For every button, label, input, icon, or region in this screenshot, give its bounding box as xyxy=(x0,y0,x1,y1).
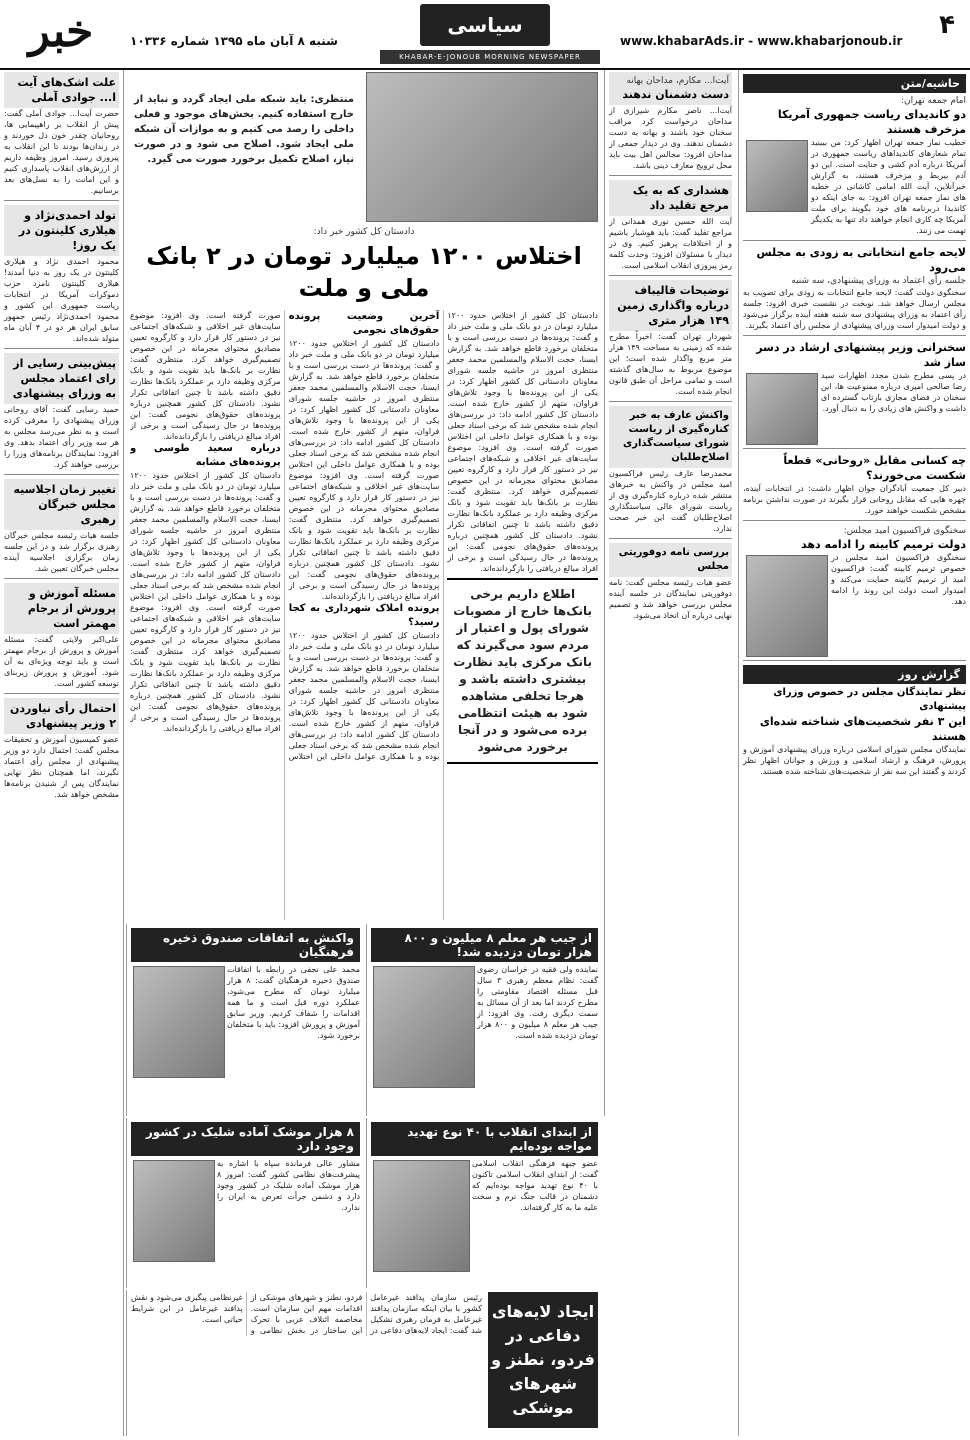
main-body-text: دادستان کل کشور از اختلاس حدود ۱۲۰۰ میلیارد تومان در دو بانک ملی و ملت خبر داد و گفت: پرونده‌ها در دست بررسی است و با متخلفان برخورد قاطع خواهد شد. به گزارش ایسنا، حجت الاسلام والمسلمین محمد جعفر منتظری امروز در حاشیه جلسه شورای معاونان دادستانی کل کشور اظهار کرد: در یکی از این پرونده‌ها با وجود تلاش‌های فراوان، متهم از کشور خارج شده است. دادستان کل کشور ادامه داد: در بررسی‌های انجام شده مشخص شد که برخی اسناد جعلی بوده و با همکاری عوامل داخلی این اختلاس صورت گرفته است. وی افزود: موضوع سایت‌های غیر اخلاقی و شبکه‌های اجتماعی نیز در دستور کار قرار دارد و کارگروه تعیین مصادیق محتوای مجرمانه در این خصوص تصمیم‌گیری خواهد کرد. منتظری گفت: نظارت بر بانک‌ها باید تقویت شود و بانک مرکزی وظیفه دارد بر عملکرد بانک‌ها نظارت دقیق داشته باشد تا چنین اتفاقاتی تکرار نشود. دادستان کل کشور همچنین درباره پرونده‌های حقوق‌های نجومی گفت: این پرونده‌ها در حال رسیدگی است و برخی از افراد مبالغ دریافتی را بازگردانده‌اند. xyxy=(447,311,598,573)
article-title: چه کسانی مقابل «روحانی» قطعاً شکست می‌خورند؟ xyxy=(783,454,966,482)
article-title: ۸ هزار موشک آماده شلیک در کشور وجود دارد xyxy=(131,1122,360,1156)
newspaper-logo: خبر xyxy=(28,6,94,57)
article-title: لایحه جامع انتخاباتی به زودی به مجلس می‌رود xyxy=(756,246,966,274)
second-column xyxy=(604,70,736,1116)
lower-article-defense xyxy=(126,1290,602,1436)
article-title: نظر نمایندگان مجلس در خصوص وزرای پیشنهادی xyxy=(773,687,966,712)
portrait-photo xyxy=(133,1160,215,1262)
portrait-photo xyxy=(746,373,818,445)
portrait-photo xyxy=(373,1160,470,1272)
article-title: دو کاندیدای ریاست جمهوری آمریکا مزخرف هستند xyxy=(777,108,966,136)
article-title: تولد احمدی‌نژاد و هیلاری کلینتون در یک روز! xyxy=(4,205,119,256)
article-body: سخنگوی فراکسیون امید مجلس در خصوص ترمیم کابینه گفت: فراکسیون امید از ترمیم کابینه حمایت می‌کند و امیدوار است دولت این روند را ادامه دهد. xyxy=(831,553,966,606)
article-body: دبیر کل جمعیت آبادگران جوان اظهار داشت: در انتخابات آینده، چهره هایی که مقابل روحانی قرار بگیرند در صورت نداشتن برنامه مشخص شکست خواهند خورد. xyxy=(743,484,966,515)
article-kicker: جلسه رأی اعتماد به وزرای پیشنهادی، سه شنبه xyxy=(791,276,966,286)
portrait-photo xyxy=(373,966,475,1088)
article-body: محمد علی نجفی در رابطه با اتفاقات صندوق ذخیره فرهنگیان گفت: ۸ هزار میلیارد تومان که مطرح می‌شود، عملکرد دوره قبل است و ما همه اقدامات را شفاف کردیم. وزیر سابق آموزش و پرورش افزود: باید با متخلفان برخورد شود. xyxy=(227,965,360,1040)
article-title: تغییر زمان اجلاسیه مجلس خبرگان رهبری xyxy=(4,479,119,530)
portrait-photo xyxy=(746,140,808,212)
article-body: مخاصمه ائتلاف عربی با تحرک این ساختار در بخش نظامی و غیرنظامی پیگیری می‌شود و نقش پدافند غیرعامل در این شرایط حیاتی است. xyxy=(131,1293,363,1335)
main-quote: منتظری: باید شبکه ملی ایجاد گردد و نباید از خارج استفاده کنیم. بخش‌های موجود و فعلی داخلی را رصد می کنیم و به موازات آن شبکه ملی ایجاد شود. اصلاح می شود و در صورت نیاز، اصلاح تکمیل برخورد صورت می گیرد. xyxy=(134,94,354,165)
article-title: مسئله آموزش و پرورش از برجام مهمتر است xyxy=(4,583,119,634)
pull-quote: اطلاع داریم برخی بانک‌ها خارج از مصوبات شورای پول و اعتبار از مردم سود می‌گیرند که بانک مرکزی باید نظارت بیشتری داشته باشد و هرجا تخلفی مشاهده شود به هیئت انتظامی برده می‌شود و در آنجا برخورد می‌شود xyxy=(447,578,598,764)
right-column xyxy=(738,70,970,1436)
article-title: بررسی نامه دوفوریتی مجلس xyxy=(609,543,732,577)
article-body: عضو کمیسیون آموزش و تحقیقات مجلس گفت: احتمال دارد دو وزیر پیشنهادی از مجلس رأی اعتماد نگیرند، اما همچنان نظر نهایی نمایندگان پس از شنیدن برنامه‌ها مشخص خواهد شد. xyxy=(4,735,119,799)
main-body xyxy=(130,310,598,920)
section-band-report: گزارش روز xyxy=(743,665,966,684)
article-body: علی‌اکبر ولایتی گفت: مسئله آموزش و پرورش از برجام مهمتر است و باید توجه ویژه‌ای به آن شود. آموزش و پرورش زیربنای توسعه کشور است. xyxy=(4,635,119,688)
article-body: عضو هیات رئیسه مجلس گفت: نامه دوفوریتی نمایندگان در جلسه آینده مجلس بررسی خواهد شد و تصمیم نهایی درباره آن اتخاذ می‌شود. xyxy=(609,578,732,620)
article-title: احتمال رأی نیاوردن ۲ وزیر پیشنهادی xyxy=(4,698,119,734)
main-body-text: دادستان کل کشور از اختلاس حدود ۱۲۰۰ میلیارد تومان در دو بانک ملی و ملت خبر داد و گفت: پرونده‌ها در دست بررسی است و با متخلفان برخورد قاطع خواهد شد. به گزارش ایسنا، حجت الاسلام والمسلمین محمد جعفر منتظری امروز در حاشیه جلسه شورای معاونان دادستانی کل کشور اظهار کرد: در یکی از این پرونده‌ها با وجود تلاش‌های فراوان، متهم از کشور خارج شده است. دادستان کل کشور ادامه داد: در بررسی‌های انجام شده مشخص شد که برخی اسناد جعلی بوده و با همکاری عوامل داخلی این اختلاس صورت گرفته است. وی افزود: موضوع سایت‌های غیر اخلاقی و شبکه‌های اجتماعی نیز در دستور کار قرار دارد و کارگروه تعیین مصادیق محتوای مجرمانه در این خصوص تصمیم‌گیری خواهد کرد. منتظری گفت: نظارت بر بانک‌ها باید تقویت شود و بانک مرکزی وظیفه دارد بر عملکرد بانک‌ها نظارت دقیق داشته باشد تا چنین اتفاقاتی تکرار نشود. دادستان کل کشور همچنین درباره پرونده‌های حقوق‌های نجومی گفت: این پرونده‌ها در حال رسیدگی است و برخی از افراد مبالغ دریافتی را بازگردانده‌اند. xyxy=(130,471,281,733)
article-title: واکنش به اتفاقات صندوق ذخیره فرهنگیان xyxy=(131,928,360,962)
main-article xyxy=(126,70,602,920)
article-title: واکنش عارف به خبر کناره‌گیری از ریاست شورای سیاست‌گذاری اصلاح‌طلبان xyxy=(609,406,732,468)
subheading: درباره سعید طوسی و پرونده‌های مشابه xyxy=(130,443,281,468)
article-body: آیت‌ا... ناصر مکارم شیرازی از مداحان درخواست کرد مراقب سخنان خود باشند و بهانه به دست دشمنان ندهند. وی در دیدار جمعی از مداحان افزود: مجالس اهل بیت باید محل ترویج معارف دینی باشد. xyxy=(609,106,732,170)
article-title: از جیب هر معلم ۸ میلیون و ۸۰۰ هزار تومان دزدیده شد! xyxy=(371,928,598,962)
portrait-photo xyxy=(746,555,828,657)
main-body-text: دادستان کل کشور از اختلاس حدود ۱۲۰۰ میلیارد تومان در دو بانک ملی و ملت خبر داد و گفت: پرونده‌ها در دست بررسی است و با متخلفان برخورد قاطع خواهد شد. به گزارش ایسنا، حجت الاسلام والمسلمین محمد جعفر منتظری امروز در حاشیه جلسه شورای معاونان دادستانی کل کشور اظهار کرد: در یکی از این پرونده‌ها با وجود تلاش‌های فراوان، متهم از کشور خارج شده است. دادستان کل کشور ادامه داد: در بررسی‌های انجام شده مشخص شد که برخی اسناد جعلی بوده و با همکاری عوامل داخلی این اختلاس صورت گرفته است. وی افزود: موضوع سایت‌های غیر اخلاقی و شبکه‌های اجتماعی نیز در دستور کار قرار دارد و کارگروه تعیین مصادیق محتوای مجرمانه در این خصوص تصمیم‌گیری خواهد کرد. منتظری گفت: نظارت بر بانک‌ها باید تقویت شود و بانک مرکزی وظیفه دارد بر عملکرد بانک‌ها نظارت دقیق داشته باشد تا چنین اتفاقاتی تکرار نشود. دادستان کل کشور همچنین درباره پرونده‌های حقوق‌های نجومی گفت: این پرونده‌ها در حال رسیدگی است و برخی از افراد مبالغ دریافتی را بازگردانده‌اند. xyxy=(130,311,440,761)
article-title: از ابتدای انقلاب با ۴۰ نوع تهدید مواجه بوده‌ایم xyxy=(371,1122,598,1156)
article-body: نمایندگان مجلس شورای اسلامی درباره وزرای پیشنهادی آموزش و پرورش، فرهنگ و ارشاد اسلامی و ورزش و جوانان اظهار نظر کردند و گفتند این سه نفر از شخصیت‌های شناخته شده هستند. xyxy=(743,745,966,776)
article-title: علت اشک‌های آیت ا... جوادی آملی xyxy=(4,72,119,108)
lower-article-fund xyxy=(126,924,364,1116)
article-body: خطیب نماز جمعه تهران اظهار کرد: من ببینید تمام شعارهای کاندیداهای ریاست جمهوری در آمریکا درباره آدم کشی و جنایت است. این دو آدم بیربط و مزخرف هستند، به گزارش خبرآنلاین، آیت الله امامی کاشانی در خطبه های نماز جمعه تهران افزود: به جای اینکه دو کاندیدا دربرنامه های خود بگویند برای ملت آمریکا چه کاری انجام خواهند داد تنها به یکدیگر تهمت می زنند. xyxy=(811,138,966,235)
article-title: پیش‌بینی رسایی از رای اعتماد مجلس به وزرای پیشنهادی xyxy=(4,353,119,404)
article-body: آیت الله حسین نوری همدانی از مراجع تقلید گفت: باید هوشیار باشیم و از اختلافات پرهیز کنیم. وی در دیدار با مسئولان افزود: وحدت کلمه رمز پیروزی انقلاب اسلامی است. xyxy=(609,217,732,270)
lower-article-teacher xyxy=(366,924,602,1116)
article-title: دست دشمنان ندهند xyxy=(622,88,729,101)
portrait-photo xyxy=(133,966,225,1078)
section-title: سیاسی xyxy=(420,4,550,46)
issue-date: شنبه ۸ آبان ماه ۱۳۹۵ شماره ۱۰۳۳۶ xyxy=(130,34,338,48)
article-kicker: آیت‌ا... مکارم، مداحان بهانه xyxy=(626,76,729,86)
article-title: توضیحات قالیباف درباره واگذاری زمین ۱۴۹ هزار متری xyxy=(609,280,732,331)
lower-article-threats xyxy=(366,1118,602,1288)
article-body: رئیس سازمان پدافند غیرعامل کشور با بیان اینکه سازمان پدافند غیرعامل به فرمان رهبری تشکیل شد گفت: ایجاد لایه‌های دفاعی در فردو، نطنز و شهرهای موشکی از اقدامات مهم این سازمان است. xyxy=(250,1293,482,1335)
lower-article-missiles xyxy=(126,1118,364,1288)
article-body: جلسه هیات رئیسه مجلس خبرگان رهبری برگزار شد و در این جلسه زمان برگزاری اجلاسیه آینده مجلس خبرگان تعیین شد. xyxy=(4,531,119,573)
article-title: دولت ترمیم کابینه را ادامه دهد xyxy=(800,538,966,551)
defense-headline: ایجاد لایه‌های دفاعی در فردو، نطنز و شهرهای موشکی xyxy=(488,1292,598,1428)
article-kicker: سخنگوی فراکسیون امید مجلس: xyxy=(843,526,966,536)
article-body: محمدرضا عارف رئیس فراکسیون امید مجلس در واکنش به خبرهای منتشر شده درباره کناره‌گیری وی از ریاست شورای عالی سیاستگذاری اصلاح‌طلبان گفت این خبر صحت ندارد. xyxy=(609,469,732,533)
main-kicker: دادستان کل کشور خبر داد: xyxy=(313,227,415,237)
article-body: حضرت آیت‌ا... جوادی آملی گفت: پیش از انقلاب بر راهپیمایی ها، روحانیان چقدر خون دل خوردند و در زندان‌ها بودند تا این انقلاب به پیروزی رسید. امروز وظیفه داریم از ارزش‌های انقلاب پاسداری کنیم و این امانت را به نسل‌های بعد برسانیم. xyxy=(4,109,119,195)
article-body: محمود احمدی نژاد و هیلاری کلینتون در یک روز به دنیا آمدند! هیلاری کلینتون نامزد حزب دموکرات آمریکا در انتخابات ریاست جمهوری این کشور و محمود احمدی‌نژاد رئیس جمهور سابق ایران هر دو در ۴ آبان ماه متولد شده‌اند. xyxy=(4,257,120,343)
article-subtitle: این ۳ نفر شخصیت‌های شناخته شده‌ای هستند xyxy=(759,715,966,743)
article-body: شهردار تهران گفت: اخیراً مطرح شده که زمینی به مساحت ۱۴۹ هزار متر مربع واگذار شده است؛ این موضوع مربوط به سال‌های گذشته است و تمامی مراحل آن طبق قانون انجام شده است. xyxy=(609,332,732,396)
article-kicker: امام جمعه تهران: xyxy=(900,96,966,106)
article-body: حمید رسایی گفت: آقای روحانی وزرای پیشنهادی را معرفی کرده است و به نظر می‌رسد مجلس به هر سه وزیر رأی اعتماد بدهد. وی افزود: نمایندگان برنامه‌های وزرا را بررسی خواهند کرد. xyxy=(4,405,119,469)
main-headline: اختلاس ۱۲۰۰ میلیارد تومان در ۲ بانک ملی و ملت xyxy=(146,242,582,302)
article-body: مشاور عالی فرمانده سپاه با اشاره به پیشرفت‌های نظامی کشور گفت: امروز ۸ هزار موشک آماده شلیک در کشور وجود دارد و دشمن جرأت تعرض به ایران را ندارد. xyxy=(217,1159,360,1212)
masthead xyxy=(0,0,970,70)
article-body: عضو جبهه فرهنگی انقلاب اسلامی گفت: از ابتدای انقلاب اسلامی تاکنون با ۴۰ نوع تهدید مواجه بوده‌ایم که دشمنان در قالب جنگ نرم و سخت علیه ما به کار گرفته‌اند. xyxy=(472,1159,598,1212)
article-body: سخنگوی دولت گفت: لایحه جامع انتخابات به زودی برای تصویب به مجلس ارسال خواهد شد. نوبخت در نشست خبری افزود: جلسه رأی اعتماد به وزرای پیشنهادی سه شنبه هفته آینده برگزار می‌شود و دولت امیدوار است وزرای پیشنهادی از مجلس رأی اعتماد بگیرند. xyxy=(743,288,966,330)
subheading: پرونده املاک شهرداری به کجا رسید؟ xyxy=(288,603,440,628)
section-band-margin: حاشیه/متن xyxy=(743,74,966,93)
article-body: نماینده ولی فقیه در خراسان رضوی گفت: نظام معظم رهبری ۳ سال قبل مسئله اقتصاد مقاومتی را مطرح کردند اما بعد از آن مسائل به سمت دیگری رفت. وی افزود: از جیب هر معلم ۸ میلیون و ۸۰۰ هزار تومان دزدیده شده است. xyxy=(477,965,599,1040)
english-band: KHABAR-E-JONOUB MORNING NEWSPAPER xyxy=(380,50,600,64)
page-number: ۴ xyxy=(939,10,955,40)
left-column xyxy=(0,70,124,1436)
article-title: هشداری که به یک مرجع تقلید داد xyxy=(609,180,732,216)
website-url[interactable]: www.khabarAds.ir - www.khabarjonoub.ir xyxy=(620,34,903,48)
article-title: سخنرانی وزیر پیشنهادی ارشاد در دسر ساز شد xyxy=(756,341,966,369)
main-photo xyxy=(366,72,598,222)
main-body-text: دادستان کل کشور از اختلاس حدود ۱۲۰۰ میلیارد تومان در دو بانک ملی و ملت خبر داد و گفت: پرونده‌ها در دست بررسی است و با متخلفان برخورد قاطع خواهد شد. به گزارش ایسنا، حجت الاسلام والمسلمین محمد جعفر منتظری امروز در حاشیه جلسه شورای معاونان دادستانی کل کشور اظهار کرد: در یکی از این پرونده‌ها با وجود تلاش‌های فراوان، متهم از کشور خارج شده است. دادستان کل کشور ادامه داد: در بررسی‌های انجام شده مشخص شد که برخی اسناد جعلی بوده و با همکاری عوامل داخلی این اختلاس صورت گرفته است. وی افزود: موضوع سایت‌های غیر اخلاقی و شبکه‌های اجتماعی نیز در دستور کار قرار دارد و کارگروه تعیین مصادیق محتوای مجرمانه در این خصوص تصمیم‌گیری خواهد کرد. منتظری گفت: نظارت بر بانک‌ها باید تقویت شود و بانک مرکزی وظیفه دارد بر عملکرد بانک‌ها نظارت دقیق داشته باشد تا چنین اتفاقاتی تکرار نشود. دادستان کل کشور همچنین درباره پرونده‌های حقوق‌های نجومی گفت: این پرونده‌ها در حال رسیدگی است و برخی از افراد مبالغ دریافتی را بازگردانده‌اند. xyxy=(288,339,440,601)
article-body: در پسی مطرح شدن مجدد اظهارات سید رضا صالحی امیری درباره ممنوعیت ها، این سخنان در فضای مجازی بازتاب گسترده ای داشت و واکنش های زیادی را به دنبال آورد. xyxy=(821,371,966,413)
subheading: آخرین وضعیت پرونده حقوق‌های نجومی xyxy=(288,311,440,336)
